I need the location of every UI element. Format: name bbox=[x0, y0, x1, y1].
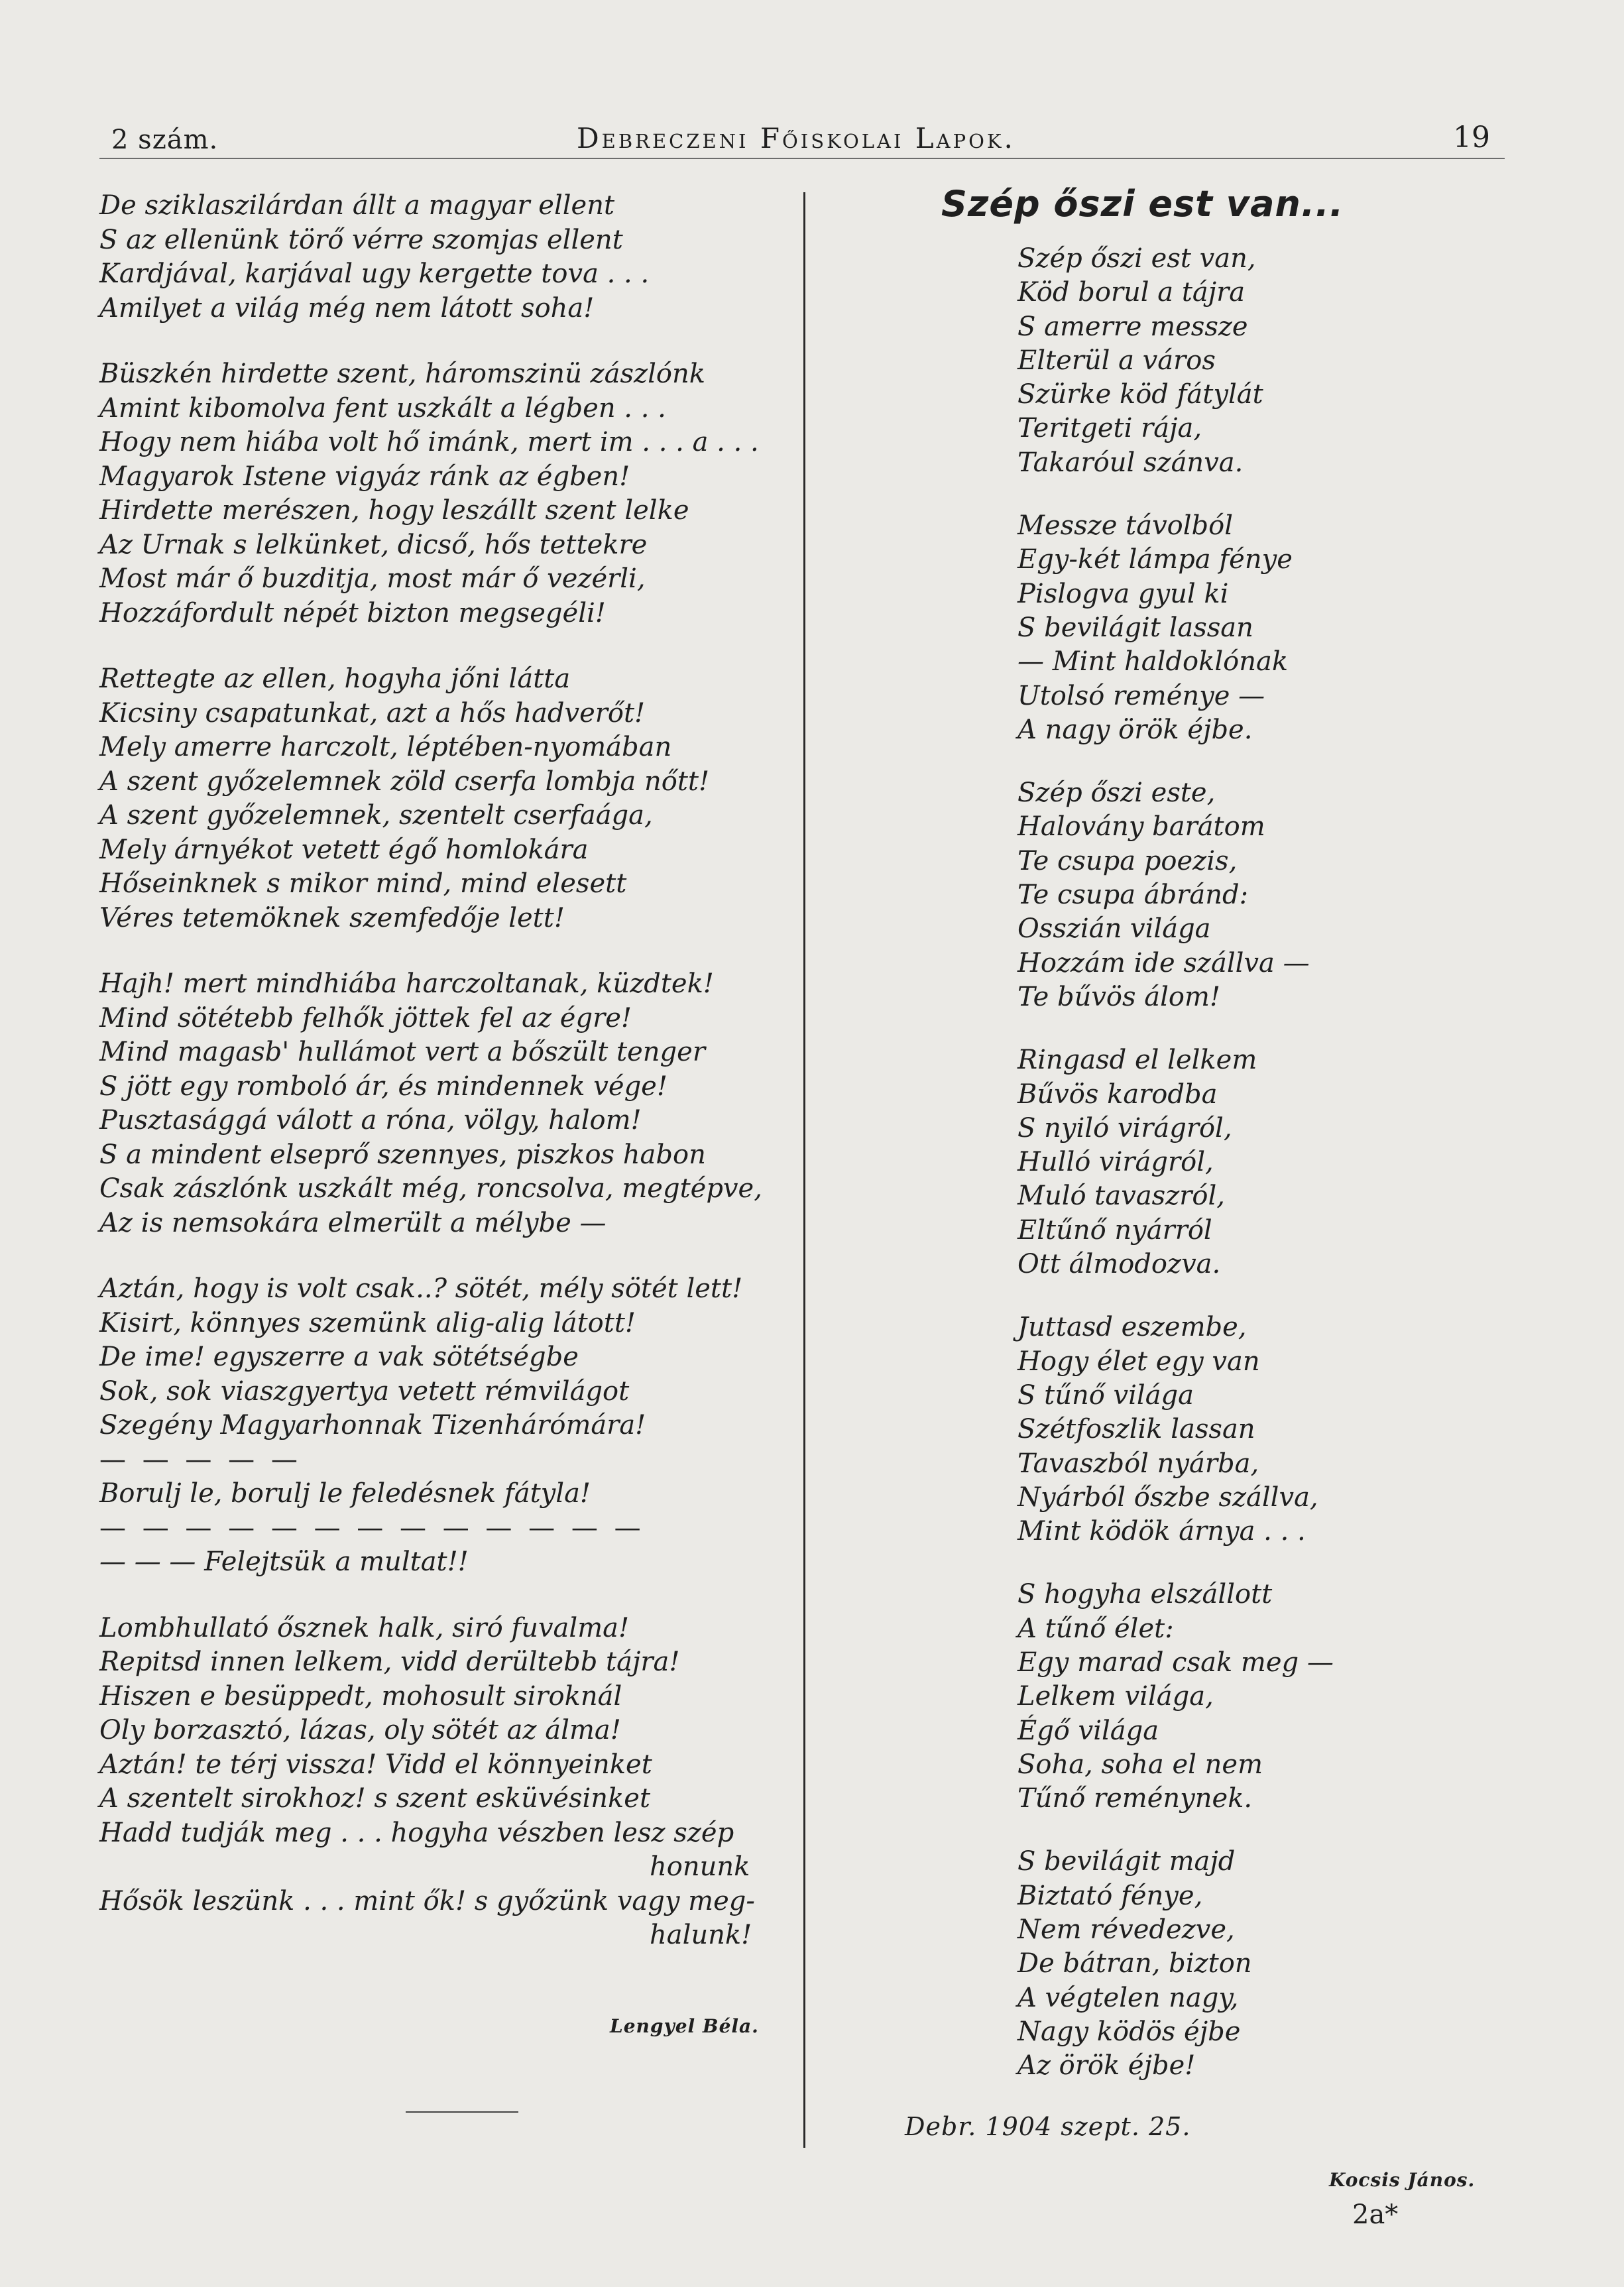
poem-line: De sziklaszilárdan állt a magyar ellent bbox=[99, 190, 615, 221]
poem-line: Hogy élet egy van bbox=[1017, 1346, 1260, 1377]
poem-line: Mind sötétebb felhők jöttek fel az égre! bbox=[99, 1002, 632, 1033]
poem-line: Szegény Magyarhonnak Tizenhárómára! bbox=[99, 1410, 646, 1440]
poem-line: Te csupa ábránd: bbox=[1017, 880, 1249, 911]
poem-line-continuation: halunk! bbox=[650, 1920, 752, 1950]
poem-line: Biztató fénye, bbox=[1017, 1880, 1203, 1911]
poem-line: Büszkén hirdette szent, háromszinü zászlónk bbox=[99, 359, 705, 389]
poem-line: Magyarok Istene vigyáz ránk az égben! bbox=[99, 461, 630, 492]
poem-line: Egy-két lámpa fénye bbox=[1017, 544, 1293, 575]
poem-line: Szép őszi est van, bbox=[1017, 243, 1256, 274]
poem-line: A nagy örök éjbe. bbox=[1017, 714, 1253, 745]
poem-line: Aztán, hogy is volt csak..? sötét, mély sötét lett! bbox=[99, 1273, 743, 1304]
poem-line: Utolsó reménye — bbox=[1017, 680, 1265, 711]
poem-line: A végtelen nagy, bbox=[1017, 1982, 1239, 2013]
poem-line: Ott álmodozva. bbox=[1017, 1249, 1221, 1280]
signature-mark: 2a* bbox=[1352, 2199, 1399, 2230]
left-stanza-3 bbox=[99, 662, 789, 935]
poem-line: Aztán! te térj vissza! Vidd el könnyeinket bbox=[99, 1749, 652, 1780]
poem-line: Eltűnő nyárról bbox=[1017, 1214, 1212, 1246]
poem-line: De bátran, bizton bbox=[1017, 1948, 1252, 1979]
poem-line: Pislogva gyul ki bbox=[1017, 578, 1229, 609]
poem-line: Borulj le, borulj le feledésnek fátyla! bbox=[99, 1478, 591, 1509]
poem-title: Szép őszi est van... bbox=[941, 183, 1344, 225]
poem-line: Hősök leszünk . . . mint ők! s győzünk vagy meg- bbox=[99, 1885, 755, 1916]
poem-line: Égő világa bbox=[1017, 1715, 1159, 1746]
journal-title: Debreczeni Főiskolai Lapok. bbox=[577, 122, 1015, 154]
poem-line: Tavaszból nyárba, bbox=[1017, 1448, 1259, 1479]
poem-line: Mind magasb' hullámot vert a bőszült tenger bbox=[99, 1037, 705, 1067]
poem-line: S tűnő világa bbox=[1017, 1379, 1194, 1411]
poem-line: Hadd tudják meg . . . hogyha vészben lesz szép bbox=[99, 1817, 734, 1848]
poem-line: S az ellenünk törő vérre szomjas ellent bbox=[99, 224, 623, 255]
poem-line: Az örök éjbe! bbox=[1017, 2050, 1196, 2082]
poem-line: Hajh! mert mindhiába harczoltanak, küzdtek! bbox=[99, 968, 714, 999]
dash-separator: — — — — — bbox=[99, 1444, 302, 1475]
left-stanza-4 bbox=[99, 967, 789, 1240]
poem-line: Most már ő buzditja, most már ő vezérli, bbox=[99, 563, 646, 594]
poem-line: Mely árnyékot vetett égő homlokára bbox=[99, 834, 589, 865]
issue-number: 2 szám. bbox=[111, 125, 219, 155]
poem-line: — — — Felejtsük a multat!! bbox=[99, 1547, 469, 1577]
poem-line: Hirdette merészen, hogy leszállt szent lelke bbox=[99, 495, 689, 526]
poem-line: Pusztasággá válott a róna, völgy, halom! bbox=[99, 1105, 642, 1136]
poem-line: Halovány barátom bbox=[1017, 811, 1265, 843]
poem-line: Egy marad csak meg — bbox=[1017, 1647, 1334, 1678]
right-stanza-4 bbox=[1017, 1043, 1495, 1281]
poem-line: A tűnő élet: bbox=[1017, 1613, 1174, 1644]
poem-line: Nagy ködös éjbe bbox=[1017, 2016, 1241, 2047]
poem-line: Takaróul szánva. bbox=[1017, 447, 1244, 478]
poem-line: Hulló virágról, bbox=[1017, 1147, 1214, 1178]
poem-line: Sok, sok viaszgyertya vetett rémvilágot bbox=[99, 1376, 630, 1407]
poem-line-continuation: honunk bbox=[650, 1851, 750, 1882]
right-poem-author: Kocsis János. bbox=[1329, 2169, 1476, 2191]
right-stanza-2 bbox=[1017, 509, 1495, 747]
dash-separator: — — — — — — — — — — — — — bbox=[99, 1512, 645, 1543]
right-stanza-7 bbox=[1017, 1845, 1495, 2083]
poem-line: Csak zászlónk uszkált még, roncsolva, megtépve, bbox=[99, 1173, 762, 1204]
header-rule bbox=[99, 158, 1505, 159]
left-stanza-5 bbox=[99, 1272, 789, 1580]
column-divider bbox=[803, 192, 805, 2148]
poem-line: Muló tavaszról, bbox=[1017, 1181, 1225, 1212]
left-stanza-1 bbox=[99, 189, 789, 325]
poem-line: Szürke köd fátylát bbox=[1017, 379, 1263, 410]
poem-line: Véres tetemöknek szemfedője lett! bbox=[99, 902, 565, 933]
poem-line: Te csupa poezis, bbox=[1017, 845, 1238, 876]
poem-line: Tűnő reménynek. bbox=[1017, 1783, 1253, 1814]
poem-line: Kardjával, karjával ugy kergette tova . . . bbox=[99, 259, 650, 289]
poem-line: Oly borzasztó, lázas, oly sötét az álma! bbox=[99, 1715, 621, 1745]
right-stanza-1 bbox=[1017, 242, 1495, 480]
left-stanza-2 bbox=[99, 357, 789, 630]
page-number: 19 bbox=[1453, 121, 1490, 154]
poem-line: A szent győzelemnek, szentelt cserfaága, bbox=[99, 800, 653, 831]
left-stanza-6 bbox=[99, 1612, 789, 1953]
poem-line: Kisirt, könnyes szemünk alig-alig látott! bbox=[99, 1307, 636, 1338]
right-stanza-6 bbox=[1017, 1578, 1495, 1816]
right-poem bbox=[1017, 242, 1495, 2083]
poem-line: Lombhullató ősznek halk, siró fuvalma! bbox=[99, 1612, 630, 1643]
poem-line: Lelkem világa, bbox=[1017, 1681, 1214, 1712]
poem-line: Amint kibomolva fent uszkált a légben . . . bbox=[99, 392, 666, 424]
poem-line: Rettegte az ellen, hogyha jőni látta bbox=[99, 664, 571, 694]
poem-line: Hozzáfordult népét bizton megsegéli! bbox=[99, 597, 606, 628]
poem-line: Repitsd innen lelkem, vidd derültebb tájra! bbox=[99, 1647, 680, 1677]
poem-line: Hiszen e besüppedt, mohosult siroknál bbox=[99, 1680, 622, 1712]
poem-line: Elterül a város bbox=[1017, 345, 1216, 376]
poem-line: Soha, soha el nem bbox=[1017, 1749, 1263, 1780]
poem-line: Köd borul a tájra bbox=[1017, 277, 1246, 308]
poem-line: Mint ködök árnya . . . bbox=[1017, 1516, 1306, 1547]
poem-line: S a mindent elseprő szennyes, piszkos habon bbox=[99, 1139, 706, 1170]
poem-line: S hogyha elszállott bbox=[1017, 1579, 1273, 1610]
poem-line: Az Urnak s lelkünket, dicső, hős tettekre bbox=[99, 529, 648, 560]
poem-line: Messze távolból bbox=[1017, 510, 1234, 542]
poem-line: Te bűvös álom! bbox=[1017, 981, 1220, 1012]
poem-line: Hozzám ide szállva — bbox=[1017, 947, 1310, 978]
poem-line: Osszián világa bbox=[1017, 913, 1211, 945]
poem-line: S bevilágit majd bbox=[1017, 1846, 1236, 1877]
poem-line: De ime! egyszerre a vak sötétségbe bbox=[99, 1342, 579, 1372]
poem-line: Amilyet a világ még nem látott soha! bbox=[99, 292, 595, 323]
poem-date: Debr. 1904 szept. 25. bbox=[905, 2112, 1191, 2141]
left-poem bbox=[99, 189, 789, 1953]
poem-line: S amerre messze bbox=[1017, 311, 1248, 342]
poem-line: — Mint haldoklónak bbox=[1017, 646, 1289, 677]
right-stanza-5 bbox=[1017, 1311, 1495, 1549]
left-poem-author: Lengyel Béla. bbox=[610, 2015, 759, 2037]
poem-line: A szent győzelemnek zöld cserfa lombja nőtt! bbox=[99, 766, 710, 797]
poem-line: Az is nemsokára elmerült a mélybe — bbox=[99, 1207, 607, 1238]
end-rule bbox=[406, 2111, 518, 2113]
poem-line: Ringasd el lelkem bbox=[1017, 1045, 1257, 1076]
poem-line: S bevilágit lassan bbox=[1017, 612, 1253, 643]
poem-line: Hőseinknek s mikor mind, mind elesett bbox=[99, 868, 627, 899]
poem-line: Nyárból őszbe szállva, bbox=[1017, 1482, 1318, 1513]
poem-line: Kicsiny csapatunkat, azt a hős hadverőt! bbox=[99, 697, 646, 729]
right-stanza-3 bbox=[1017, 776, 1495, 1014]
poem-line: A szentelt sirokhoz! s szent esküvésinket bbox=[99, 1783, 651, 1814]
poem-line: Juttasd eszembe, bbox=[1017, 1312, 1247, 1343]
poem-line: S nyiló virágról, bbox=[1017, 1112, 1232, 1144]
poem-line: Bűvös karodba bbox=[1017, 1079, 1218, 1110]
poem-line: Nem révedezve, bbox=[1017, 1914, 1235, 1946]
poem-line: Hogy nem hiába volt hő imánk, mert im . . . a . . . bbox=[99, 427, 759, 457]
poem-line: Szétfoszlik lassan bbox=[1017, 1414, 1255, 1445]
poem-line: Szép őszi este, bbox=[1017, 778, 1216, 809]
poem-line: Mely amerre harczolt, léptében-nyomában bbox=[99, 732, 672, 762]
poem-line: Teritgeti rája, bbox=[1017, 413, 1202, 444]
poem-line: S jött egy romboló ár, és mindennek vége! bbox=[99, 1071, 667, 1102]
